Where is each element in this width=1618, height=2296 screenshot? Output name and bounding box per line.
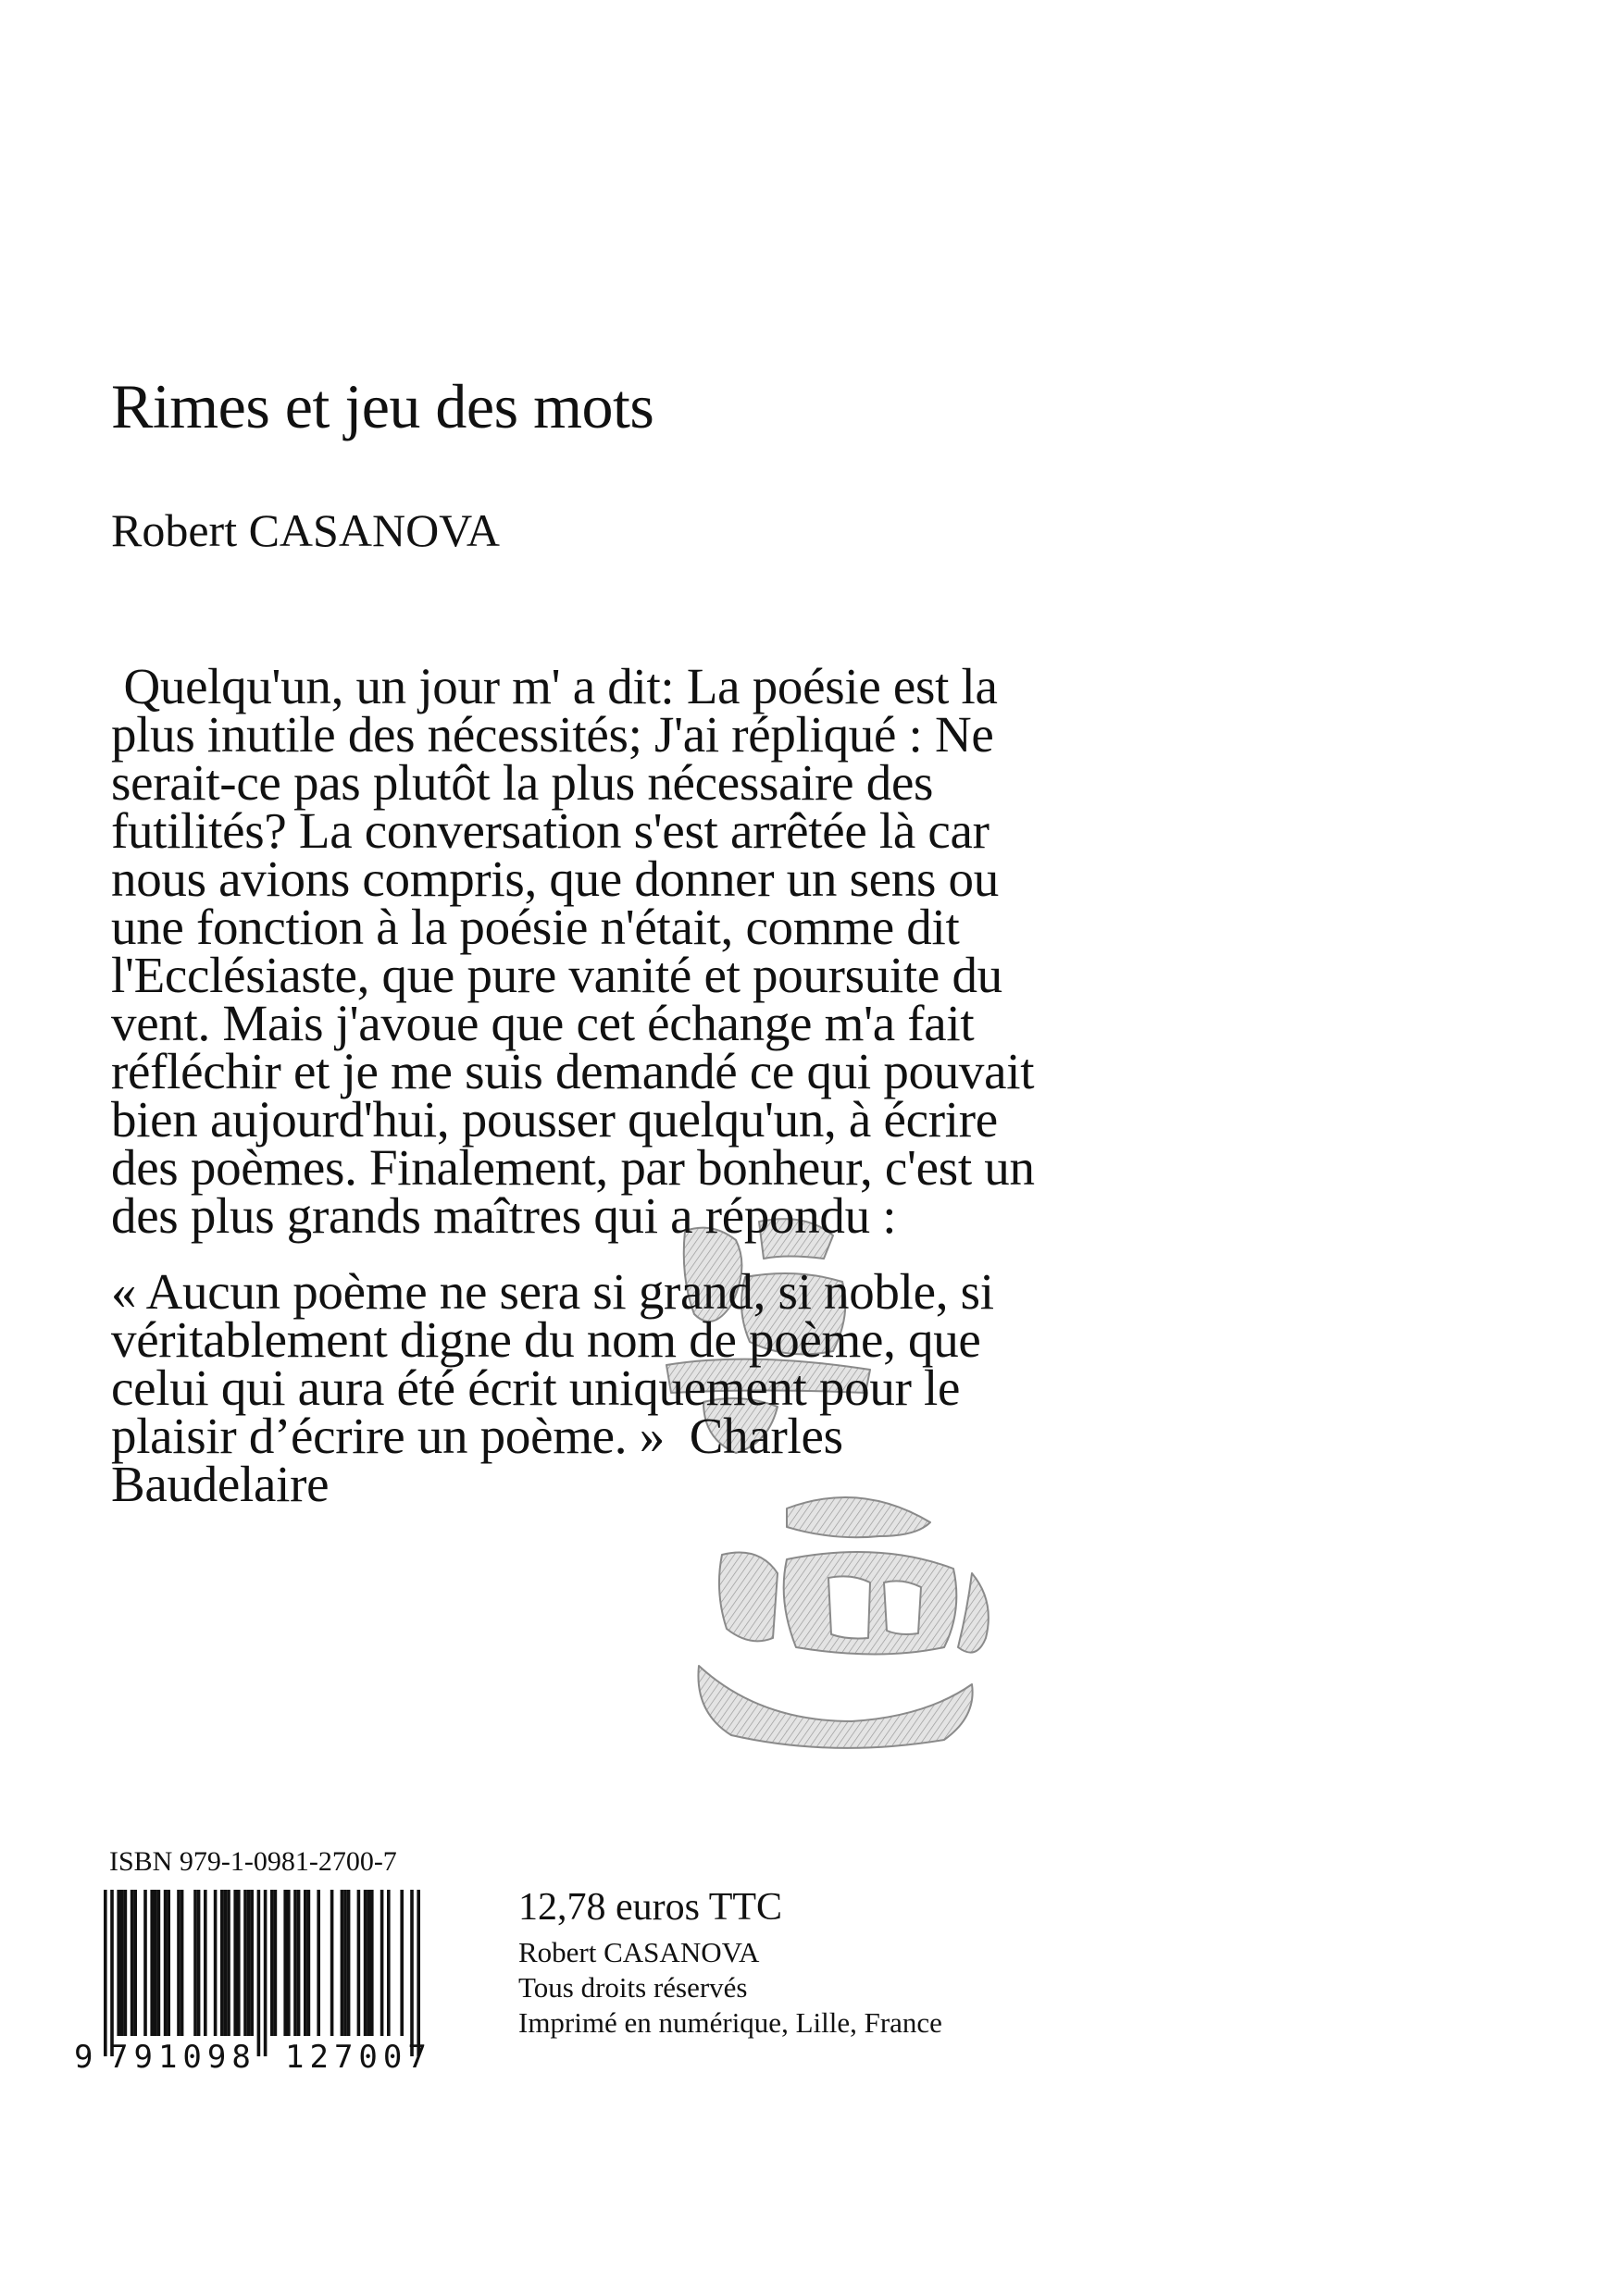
blurb-line: des poèmes. Finalement, par bonheur, c'est un	[111, 1139, 1035, 1196]
barcode-bar	[357, 1890, 361, 2036]
barcode-bar	[330, 1890, 334, 2036]
barcode-bar	[287, 1890, 291, 2036]
barcode-bar	[124, 1890, 128, 2036]
barcode-digits-right: 127007	[285, 2039, 432, 2075]
barcode-bar	[204, 1890, 207, 2036]
barcode-bar	[250, 1890, 254, 2036]
barcode-bar	[143, 1890, 147, 2036]
barcode-bar	[224, 1890, 228, 2036]
barcode-bar	[247, 1890, 251, 2036]
barcode-bar	[193, 1890, 197, 2036]
barcode-bar	[400, 1890, 404, 2036]
barcode-bar	[154, 1890, 157, 2036]
barcode-lead-digit: 9	[74, 2039, 93, 2075]
barcode-bar	[104, 1890, 107, 2056]
blurb-line: Quelqu'un, un jour m' a dit: La poésie est la	[111, 658, 998, 714]
barcode-bar	[297, 1890, 301, 2036]
barcode-bar	[304, 1890, 307, 2036]
blurb-line: bien aujourd'hui, pousser quelqu'un, à écrire	[111, 1091, 998, 1148]
barcode-bar	[370, 1890, 374, 2036]
blurb-line: nous avions compris, que donner un sens ou	[111, 850, 999, 907]
barcode-bar	[410, 1890, 414, 2056]
blurb-line: serait-ce pas plutôt la plus nécessaire des	[111, 754, 934, 811]
blurb-line: plus inutile des nécessités; J'ai répliqué : Ne	[111, 706, 994, 763]
barcode-bar	[417, 1890, 420, 2056]
barcode-bar	[167, 1890, 170, 2036]
barcode-bar	[220, 1890, 224, 2036]
blurb-line: une fonction à la poésie n'était, comme dit	[111, 899, 960, 955]
barcode-bar	[214, 1890, 218, 2036]
barcode-bar	[177, 1890, 180, 2036]
print-location: Imprimé en numérique, Lille, France	[518, 2006, 942, 2039]
barcode-bar	[264, 1890, 268, 2056]
barcode-bar	[197, 1890, 201, 2036]
barcode-bar	[237, 1890, 241, 2036]
blurb-line: réfléchir et je me suis demandé ce qui pouvait	[111, 1043, 1035, 1099]
blurb-paragraph	[111, 658, 1222, 1244]
barcode-bar	[164, 1890, 168, 2036]
price-label: 12,78 euros TTC	[518, 1886, 783, 1929]
barcode-icon	[67, 1890, 455, 2075]
barcode-bar	[341, 1890, 344, 2036]
barcode-bar	[233, 1890, 237, 2036]
barcode-bar	[227, 1890, 230, 2036]
barcode-bar	[283, 1890, 287, 2036]
barcode-bar	[243, 1890, 247, 2036]
quote-line: celui qui aura été écrit uniquement pour le	[111, 1359, 961, 1416]
barcode-bar	[343, 1890, 347, 2036]
barcode-bar	[274, 1890, 278, 2036]
baudelaire-quote	[111, 1263, 1222, 1512]
isbn-label: ISBN 979-1-0981-2700-7	[109, 1846, 397, 1877]
barcode-bar	[347, 1890, 351, 2036]
barcode-bar	[364, 1890, 367, 2036]
blurb-line: des plus grands maîtres qui a répondu :	[111, 1187, 897, 1244]
barcode-bar	[180, 1890, 184, 2036]
barcode-digits-left: 791098	[109, 2039, 256, 2075]
barcode-bar	[293, 1890, 297, 2036]
barcode-bar	[133, 1890, 137, 2036]
rights-notice: Tous droits réservés	[518, 1971, 748, 2004]
blurb-line: l'Ecclésiaste, que pure vanité et poursuite du	[111, 947, 1002, 1003]
publisher-name: Robert CASANOVA	[518, 1936, 760, 1968]
quote-line: véritablement digne du nom de poème, que	[111, 1311, 981, 1368]
book-title: Rimes et jeu des mots	[111, 371, 654, 441]
barcode-bar	[307, 1890, 311, 2036]
barcode-bar	[387, 1890, 391, 2036]
quote-line: Baudelaire	[111, 1456, 330, 1512]
barcode-bar	[257, 1890, 261, 2056]
barcode-bar	[131, 1890, 134, 2036]
barcode-bar	[120, 1890, 124, 2036]
book-author: Robert CASANOVA	[111, 504, 500, 556]
barcode-bar	[367, 1890, 370, 2036]
quote-line: « Aucun poème ne sera si grand, si noble, si	[111, 1263, 994, 1320]
barcode-bar	[150, 1890, 154, 2036]
barcode-bar	[380, 1890, 384, 2036]
blurb-line: vent. Mais j'avoue que cet échange m'a fait	[111, 995, 975, 1051]
barcode-bar	[157, 1890, 161, 2036]
blurb-line: futilités? La conversation s'est arrêtée là car	[111, 802, 989, 859]
barcode-bar	[110, 1890, 114, 2056]
barcode-bar	[117, 1890, 120, 2036]
barcode-bar	[270, 1890, 274, 2036]
barcode-bar	[317, 1890, 320, 2036]
quote-line: plaisir d’écrire un poème. » Charles	[111, 1408, 843, 1464]
